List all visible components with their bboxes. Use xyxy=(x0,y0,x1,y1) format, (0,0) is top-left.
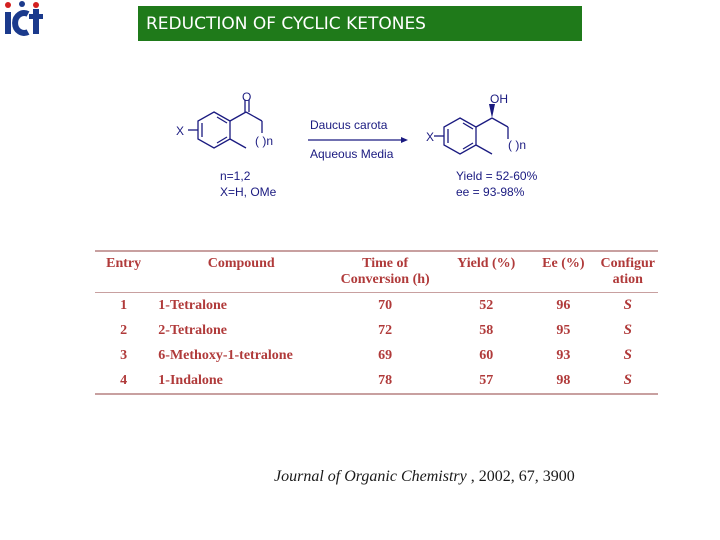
cell-time: 70 xyxy=(378,297,393,313)
reactant-carbonyl-o: O xyxy=(242,90,252,104)
cell-compound: 1-Tetralone xyxy=(158,297,227,313)
reaction-scheme xyxy=(170,88,570,208)
cell-config: S xyxy=(623,322,632,338)
cell-entry: 1 xyxy=(120,297,128,313)
cell-config: S xyxy=(623,347,632,363)
citation-journal: Journal of Organic Chemistry xyxy=(274,468,467,485)
cell-entry: 2 xyxy=(120,322,128,338)
cell-compound: 6-Methoxy-1-tetralone xyxy=(158,347,293,363)
table-row xyxy=(95,318,658,343)
product-x-label: X xyxy=(426,130,435,144)
header-time xyxy=(327,251,443,293)
product-oh: OH xyxy=(490,92,508,106)
reactant-structure xyxy=(188,100,262,148)
header-time-line2: Conversion (h) xyxy=(340,272,430,287)
ict-logo xyxy=(2,0,46,38)
cell-entry: 3 xyxy=(120,347,128,363)
cell-time: 69 xyxy=(378,347,393,363)
citation-details: , 2002, 67, 3900 xyxy=(466,468,575,485)
table-row xyxy=(95,343,658,368)
cell-entry: 4 xyxy=(120,372,128,388)
citation xyxy=(274,468,575,486)
cell-config: S xyxy=(623,372,632,388)
cell-config: S xyxy=(623,297,632,313)
yield-note: Yield = 52-60% xyxy=(456,169,538,183)
product-n-label: ( )n xyxy=(508,138,526,152)
product-structure xyxy=(434,118,508,154)
table-header-row xyxy=(95,251,658,293)
cell-compound: 2-Tetralone xyxy=(158,322,227,338)
x-values-note: X=H, OMe xyxy=(220,185,277,199)
cell-compound: 1-Indalone xyxy=(158,372,223,388)
reactant-x-label: X xyxy=(176,124,185,138)
ee-note: ee = 93-98% xyxy=(456,185,525,199)
cell-time: 72 xyxy=(378,322,393,338)
header-compound: Compound xyxy=(207,256,275,271)
header-config-line1: Configur xyxy=(600,256,655,271)
cell-yield: 58 xyxy=(479,322,494,338)
cell-ee: 95 xyxy=(556,322,571,338)
reagent-label: Daucus carota xyxy=(310,118,388,132)
cell-yield: 52 xyxy=(479,297,494,313)
header-entry: Entry xyxy=(106,256,142,271)
n-values-note: n=1,2 xyxy=(220,169,251,183)
cell-ee: 96 xyxy=(556,297,571,313)
cell-time: 78 xyxy=(378,372,393,388)
reactant-n-label: ( )n xyxy=(255,134,273,148)
table-row xyxy=(95,368,658,394)
cell-yield: 57 xyxy=(479,372,494,388)
stereo-wedge xyxy=(489,104,495,118)
header-ee: Ee (%) xyxy=(542,256,585,271)
cell-ee: 93 xyxy=(556,347,571,363)
results-table xyxy=(95,250,658,395)
conditions-label: Aqueous Media xyxy=(310,147,394,161)
table-row xyxy=(95,293,658,319)
slide-title: REDUCTION OF CYCLIC KETONES xyxy=(138,6,582,41)
header-config-line2: ation xyxy=(612,272,643,287)
cell-yield: 60 xyxy=(479,347,494,363)
header-yield: Yield (%) xyxy=(457,256,516,271)
header-configuration xyxy=(598,251,658,293)
cell-ee: 98 xyxy=(556,372,571,388)
header-time-line1: Time of xyxy=(362,256,409,271)
